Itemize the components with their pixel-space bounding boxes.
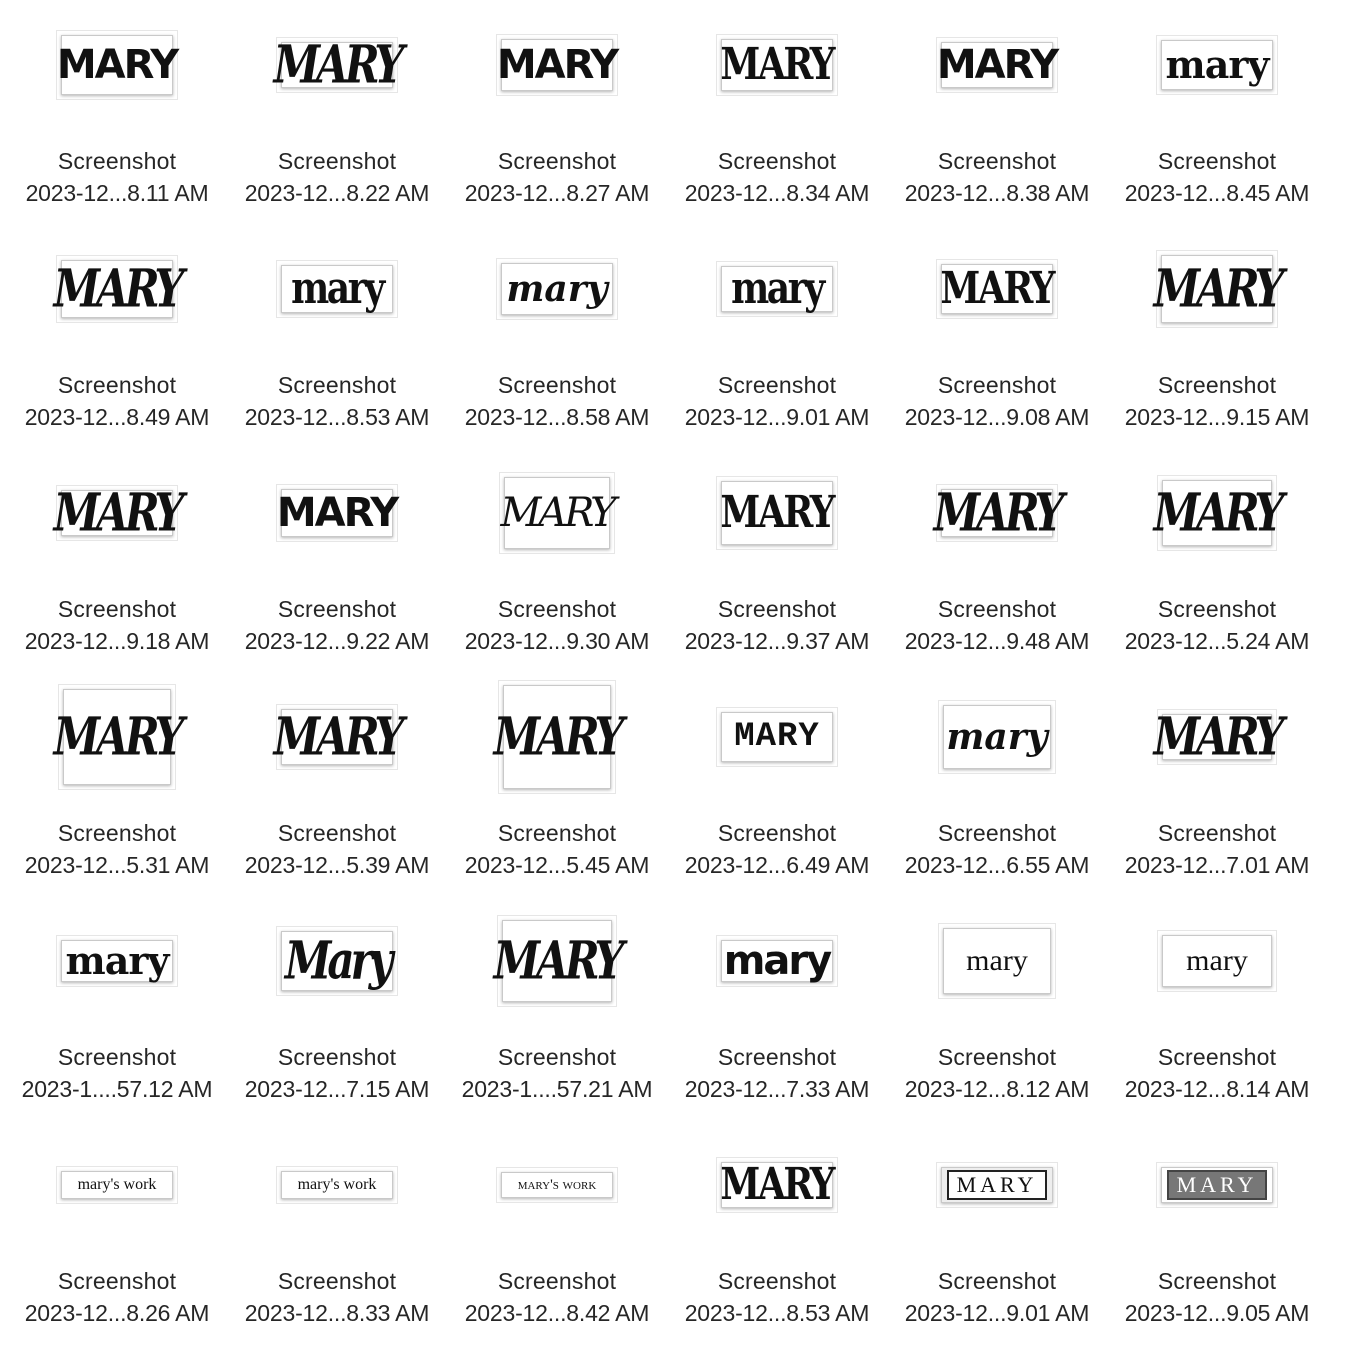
thumbnail-logo-text: mary [291, 263, 383, 314]
thumbnail-container [887, 1120, 1107, 1250]
file-name-label[interactable] [0, 369, 235, 433]
file-name-line2: 2023-12...9.15 AM [1124, 404, 1310, 430]
file-item[interactable] [1107, 896, 1327, 1120]
file-name-line1: Screenshot [717, 372, 837, 398]
file-name-line2: 2023-12...6.49 AM [684, 852, 870, 878]
file-name-line1: Screenshot [937, 820, 1057, 846]
file-item[interactable] [447, 896, 667, 1120]
file-name-label[interactable] [219, 145, 455, 209]
file-name-line2: 2023-1....57.21 AM [461, 1076, 653, 1102]
file-name-line1: Screenshot [937, 1268, 1057, 1294]
file-name-line1: Screenshot [277, 148, 397, 174]
file-name-line2: 2023-12...8.49 AM [24, 404, 210, 430]
file-thumbnail[interactable] [281, 1171, 393, 1199]
file-name-line2: 2023-1....57.12 AM [21, 1076, 213, 1102]
file-thumbnail[interactable] [933, 481, 1061, 543]
file-thumbnail[interactable] [53, 257, 181, 319]
file-name-label[interactable] [659, 1041, 895, 1105]
file-item[interactable] [667, 224, 887, 448]
thumbnail-logo-text: MARY [493, 929, 621, 991]
file-item[interactable] [1107, 0, 1327, 224]
thumbnail-container [1107, 224, 1327, 354]
file-name-line1: Screenshot [1157, 372, 1277, 398]
thumbnail-logo-text: MARY [53, 481, 181, 543]
thumbnail-logo-text: MARY [947, 1170, 1048, 1200]
file-name-line1: Screenshot [57, 1268, 177, 1294]
file-item[interactable] [447, 1120, 667, 1344]
file-name-line2: 2023-12...8.45 AM [1124, 180, 1310, 206]
file-item[interactable] [887, 1120, 1107, 1344]
file-item[interactable] [227, 224, 447, 448]
file-name-line1: Screenshot [57, 596, 177, 622]
file-name-line2: 2023-12...8.34 AM [684, 180, 870, 206]
thumbnail-container [227, 672, 447, 802]
file-name-line1: Screenshot [497, 148, 617, 174]
file-thumbnail[interactable] [721, 712, 833, 762]
file-name-label[interactable] [1099, 1041, 1335, 1105]
thumbnail-logo-text: MARY [1153, 705, 1281, 767]
thumbnail-container [887, 448, 1107, 578]
thumbnail-logo-text: mary [731, 263, 823, 314]
thumbnail-container [447, 448, 667, 578]
file-name-line2: 2023-12...6.55 AM [904, 852, 1090, 878]
thumbnail-container [887, 896, 1107, 1026]
file-name-line1: Screenshot [277, 596, 397, 622]
thumbnail-logo-text: MARY [933, 481, 1061, 543]
file-name-line1: Screenshot [717, 1268, 837, 1294]
file-thumbnail[interactable] [721, 481, 833, 545]
thumbnail-logo-text: mary [723, 938, 831, 984]
file-name-line2: 2023-12...7.15 AM [244, 1076, 430, 1102]
file-name-line1: Screenshot [277, 1268, 397, 1294]
file-name-label[interactable] [219, 1041, 455, 1105]
file-name-line2: 2023-12...9.08 AM [904, 404, 1090, 430]
file-name-line1: Screenshot [277, 1044, 397, 1070]
thumbnail-logo-text: MARY [500, 490, 614, 536]
file-name-line1: Screenshot [1157, 1268, 1277, 1294]
file-thumbnail[interactable] [1161, 40, 1273, 90]
file-name-line2: 2023-12...8.11 AM [25, 180, 209, 206]
file-name-line2: 2023-12...7.33 AM [684, 1076, 870, 1102]
file-name-label[interactable] [879, 593, 1115, 657]
file-thumbnail[interactable] [501, 1172, 613, 1198]
thumbnail-logo-text: mary [1186, 944, 1248, 977]
file-name-line1: Screenshot [497, 1268, 617, 1294]
file-thumbnail[interactable] [721, 940, 833, 982]
thumbnail-container [1107, 1120, 1327, 1250]
file-name-line1: Screenshot [937, 1044, 1057, 1070]
file-name-label[interactable] [879, 1265, 1115, 1329]
thumbnail-container [7, 896, 227, 1026]
thumbnail-logo-text: mary [946, 716, 1048, 758]
file-item[interactable] [447, 672, 667, 896]
file-name-line2: 2023-12...8.38 AM [904, 180, 1090, 206]
file-thumbnail[interactable] [276, 489, 398, 537]
file-thumbnail[interactable] [1161, 1167, 1273, 1203]
file-name-label[interactable] [219, 593, 455, 657]
file-item[interactable] [1107, 224, 1327, 448]
file-name-line2: 2023-12...9.01 AM [904, 1300, 1090, 1326]
file-item[interactable] [667, 896, 887, 1120]
thumbnail-logo-text: MARY [496, 42, 618, 88]
file-name-label[interactable] [439, 369, 675, 433]
file-name-label[interactable] [879, 145, 1115, 209]
file-item[interactable] [227, 672, 447, 896]
file-name-line2: 2023-12...9.05 AM [1124, 1300, 1310, 1326]
file-name-line2: 2023-12...8.12 AM [904, 1076, 1090, 1102]
file-item[interactable] [7, 224, 227, 448]
thumbnail-logo-text: mary [966, 944, 1028, 977]
thumbnail-logo-text: MARY [1153, 481, 1281, 543]
thumbnail-logo-text: mary's work [77, 1176, 157, 1193]
thumbnail-container [1107, 0, 1327, 130]
file-item[interactable] [1107, 672, 1327, 896]
file-name-line1: Screenshot [497, 372, 617, 398]
file-item[interactable] [7, 896, 227, 1120]
thumbnail-container [887, 672, 1107, 802]
file-item[interactable] [447, 224, 667, 448]
file-name-line1: Screenshot [1157, 148, 1277, 174]
file-name-label[interactable] [439, 145, 675, 209]
thumbnail-logo-text: MARY [493, 705, 621, 767]
file-name-label[interactable] [0, 1265, 235, 1329]
file-name-label[interactable] [0, 1041, 235, 1105]
file-thumbnail[interactable] [1153, 255, 1281, 323]
thumbnail-logo-text: MARY [936, 42, 1058, 88]
file-thumbnail[interactable] [721, 263, 833, 314]
file-name-line2: 2023-12...7.01 AM [1124, 852, 1310, 878]
file-item[interactable] [1107, 1120, 1327, 1344]
file-item[interactable] [667, 448, 887, 672]
file-name-line1: Screenshot [1157, 596, 1277, 622]
file-item[interactable] [227, 1120, 447, 1344]
file-name-line1: Screenshot [937, 148, 1057, 174]
file-thumbnail[interactable] [500, 477, 614, 549]
file-name-label[interactable] [0, 593, 235, 657]
thumbnail-container [447, 0, 667, 130]
file-item[interactable] [7, 672, 227, 896]
file-name-label[interactable] [1099, 145, 1335, 209]
file-item[interactable] [447, 448, 667, 672]
file-name-line2: 2023-12...8.26 AM [24, 1300, 210, 1326]
file-thumbnail[interactable] [281, 931, 393, 991]
file-name-label[interactable] [439, 1041, 675, 1105]
file-name-line2: 2023-12...8.58 AM [464, 404, 650, 430]
file-item[interactable] [887, 224, 1107, 448]
thumbnail-container [667, 0, 887, 130]
file-name-label[interactable] [439, 1265, 675, 1329]
file-thumbnail[interactable] [943, 705, 1051, 769]
file-name-line1: Screenshot [937, 372, 1057, 398]
file-thumbnail[interactable] [53, 689, 181, 785]
file-name-label[interactable] [879, 369, 1115, 433]
file-name-label[interactable] [0, 817, 235, 881]
file-item[interactable] [887, 896, 1107, 1120]
file-name-line2: 2023-12...8.53 AM [684, 1300, 870, 1326]
file-name-label[interactable] [659, 817, 895, 881]
file-thumbnail[interactable] [941, 1167, 1053, 1203]
file-name-label[interactable] [219, 1265, 455, 1329]
file-name-line1: Screenshot [1157, 820, 1277, 846]
thumbnail-container [7, 224, 227, 354]
thumbnail-container [887, 0, 1107, 130]
file-item[interactable] [887, 0, 1107, 224]
file-name-line1: Screenshot [717, 1044, 837, 1070]
file-name-line1: Screenshot [937, 596, 1057, 622]
file-name-line1: Screenshot [497, 596, 617, 622]
file-name-label[interactable] [1099, 369, 1335, 433]
file-thumbnail[interactable] [943, 928, 1051, 994]
file-thumbnail[interactable] [273, 33, 401, 95]
file-name-line1: Screenshot [497, 820, 617, 846]
thumbnail-container [1107, 448, 1327, 578]
file-name-line1: Screenshot [277, 372, 397, 398]
thumbnail-logo-text: MARY [53, 257, 181, 319]
thumbnail-container [447, 896, 667, 1026]
file-name-line1: Screenshot [717, 820, 837, 846]
thumbnail-logo-text: mary [65, 938, 169, 983]
file-name-label[interactable] [219, 817, 455, 881]
thumbnail-container [7, 448, 227, 578]
thumbnail-container [227, 224, 447, 354]
thumbnail-logo-text: MARY [1167, 1170, 1268, 1200]
thumbnail-logo-text: MARY [720, 1159, 834, 1210]
file-thumbnail[interactable] [56, 35, 178, 95]
file-name-line2: 2023-12...5.31 AM [24, 852, 210, 878]
file-name-line1: Screenshot [277, 820, 397, 846]
file-grid [7, 0, 1327, 1344]
file-item[interactable] [7, 0, 227, 224]
file-thumbnail[interactable] [501, 263, 613, 315]
file-thumbnail[interactable] [721, 39, 833, 91]
thumbnail-logo-text: MARY [273, 705, 401, 767]
file-item[interactable] [227, 448, 447, 672]
thumbnail-logo-text: mary's work [517, 1176, 597, 1193]
file-name-line2: 2023-12...8.42 AM [464, 1300, 650, 1326]
file-name-label[interactable] [0, 145, 235, 209]
file-name-line1: Screenshot [497, 1044, 617, 1070]
file-name-line1: Screenshot [717, 596, 837, 622]
file-thumbnail[interactable] [1162, 935, 1272, 987]
file-name-label[interactable] [879, 817, 1115, 881]
thumbnail-logo-text: MARY [273, 33, 401, 95]
file-name-line2: 2023-12...9.30 AM [464, 628, 650, 654]
file-name-line1: Screenshot [57, 1044, 177, 1070]
file-name-line2: 2023-12...9.22 AM [244, 628, 430, 654]
file-name-line1: Screenshot [57, 372, 177, 398]
file-name-label[interactable] [1099, 593, 1335, 657]
thumbnail-logo-text: MARY [720, 487, 834, 538]
thumbnail-logo-text: MARY [1153, 257, 1281, 319]
thumbnail-container [667, 1120, 887, 1250]
thumbnail-logo-text: MARY [734, 718, 820, 756]
file-name-line2: 2023-12...9.18 AM [24, 628, 210, 654]
file-name-label[interactable] [659, 369, 895, 433]
file-item[interactable] [227, 896, 447, 1120]
thumbnail-container [1107, 672, 1327, 802]
thumbnail-logo-text: MARY [276, 490, 398, 536]
file-name-line1: Screenshot [1157, 1044, 1277, 1070]
file-item[interactable] [667, 672, 887, 896]
thumbnail-container [667, 224, 887, 354]
file-name-line2: 2023-12...8.14 AM [1124, 1076, 1310, 1102]
file-name-label[interactable] [439, 817, 675, 881]
thumbnail-container [227, 448, 447, 578]
thumbnail-container [667, 448, 887, 578]
file-item[interactable] [887, 672, 1107, 896]
thumbnail-container [447, 672, 667, 802]
file-name-line2: 2023-12...9.01 AM [684, 404, 870, 430]
file-name-label[interactable] [439, 593, 675, 657]
file-name-line1: Screenshot [57, 820, 177, 846]
file-item[interactable] [447, 0, 667, 224]
file-name-line1: Screenshot [717, 148, 837, 174]
file-item[interactable] [227, 0, 447, 224]
file-item[interactable] [1107, 448, 1327, 672]
file-item[interactable] [667, 0, 887, 224]
file-name-label[interactable] [219, 369, 455, 433]
file-name-line2: 2023-12...8.33 AM [244, 1300, 430, 1326]
thumbnail-logo-text: mary [506, 268, 608, 310]
file-name-line2: 2023-12...9.37 AM [684, 628, 870, 654]
file-name-line2: 2023-12...5.24 AM [1124, 628, 1310, 654]
file-thumbnail[interactable] [281, 265, 393, 313]
file-name-label[interactable] [659, 1265, 895, 1329]
file-item[interactable] [7, 448, 227, 672]
thumbnail-container [1107, 896, 1327, 1026]
file-name-label[interactable] [879, 1041, 1115, 1105]
file-item[interactable] [887, 448, 1107, 672]
thumbnail-container [7, 0, 227, 130]
file-name-line2: 2023-12...8.22 AM [244, 180, 430, 206]
thumbnail-logo-text: mary's work [297, 1176, 377, 1193]
file-name-line2: 2023-12...8.27 AM [464, 180, 650, 206]
thumbnail-container [447, 1120, 667, 1250]
thumbnail-logo-text: mary [1165, 42, 1269, 87]
thumbnail-logo-text: MARY [940, 263, 1054, 314]
thumbnail-container [227, 896, 447, 1026]
file-thumbnail[interactable] [53, 481, 181, 543]
thumbnail-container [667, 896, 887, 1026]
file-name-line2: 2023-12...5.39 AM [244, 852, 430, 878]
file-name-line2: 2023-12...5.45 AM [464, 852, 650, 878]
file-name-label[interactable] [1099, 1265, 1335, 1329]
thumbnail-container [667, 672, 887, 802]
file-thumbnail[interactable] [61, 1171, 173, 1199]
thumbnail-container [227, 0, 447, 130]
file-thumbnail[interactable] [720, 1159, 834, 1210]
thumbnail-container [227, 1120, 447, 1250]
thumbnail-container [887, 224, 1107, 354]
file-name-label[interactable] [1099, 817, 1335, 881]
file-thumbnail[interactable] [496, 39, 618, 91]
file-thumbnail[interactable] [941, 264, 1053, 314]
file-item[interactable] [7, 1120, 227, 1344]
thumbnail-logo-text: MARY [53, 705, 181, 767]
thumbnail-logo-text: Mary [284, 929, 390, 991]
thumbnail-logo-text: MARY [720, 39, 834, 90]
thumbnail-container [447, 224, 667, 354]
file-name-label[interactable] [659, 145, 895, 209]
thumbnail-container [7, 672, 227, 802]
file-name-line1: Screenshot [57, 148, 177, 174]
thumbnail-logo-text: MARY [56, 42, 178, 88]
thumbnail-container [7, 1120, 227, 1250]
file-thumbnail[interactable] [1153, 480, 1281, 546]
file-name-line2: 2023-12...8.53 AM [244, 404, 430, 430]
file-thumbnail[interactable] [1153, 705, 1281, 767]
file-item[interactable] [667, 1120, 887, 1344]
file-name-label[interactable] [659, 593, 895, 657]
file-thumbnail[interactable] [493, 685, 621, 789]
file-thumbnail[interactable] [936, 42, 1058, 88]
file-name-line2: 2023-12...9.48 AM [904, 628, 1090, 654]
file-thumbnail[interactable] [61, 940, 173, 982]
file-thumbnail[interactable] [273, 705, 401, 767]
file-thumbnail[interactable] [493, 920, 621, 1002]
